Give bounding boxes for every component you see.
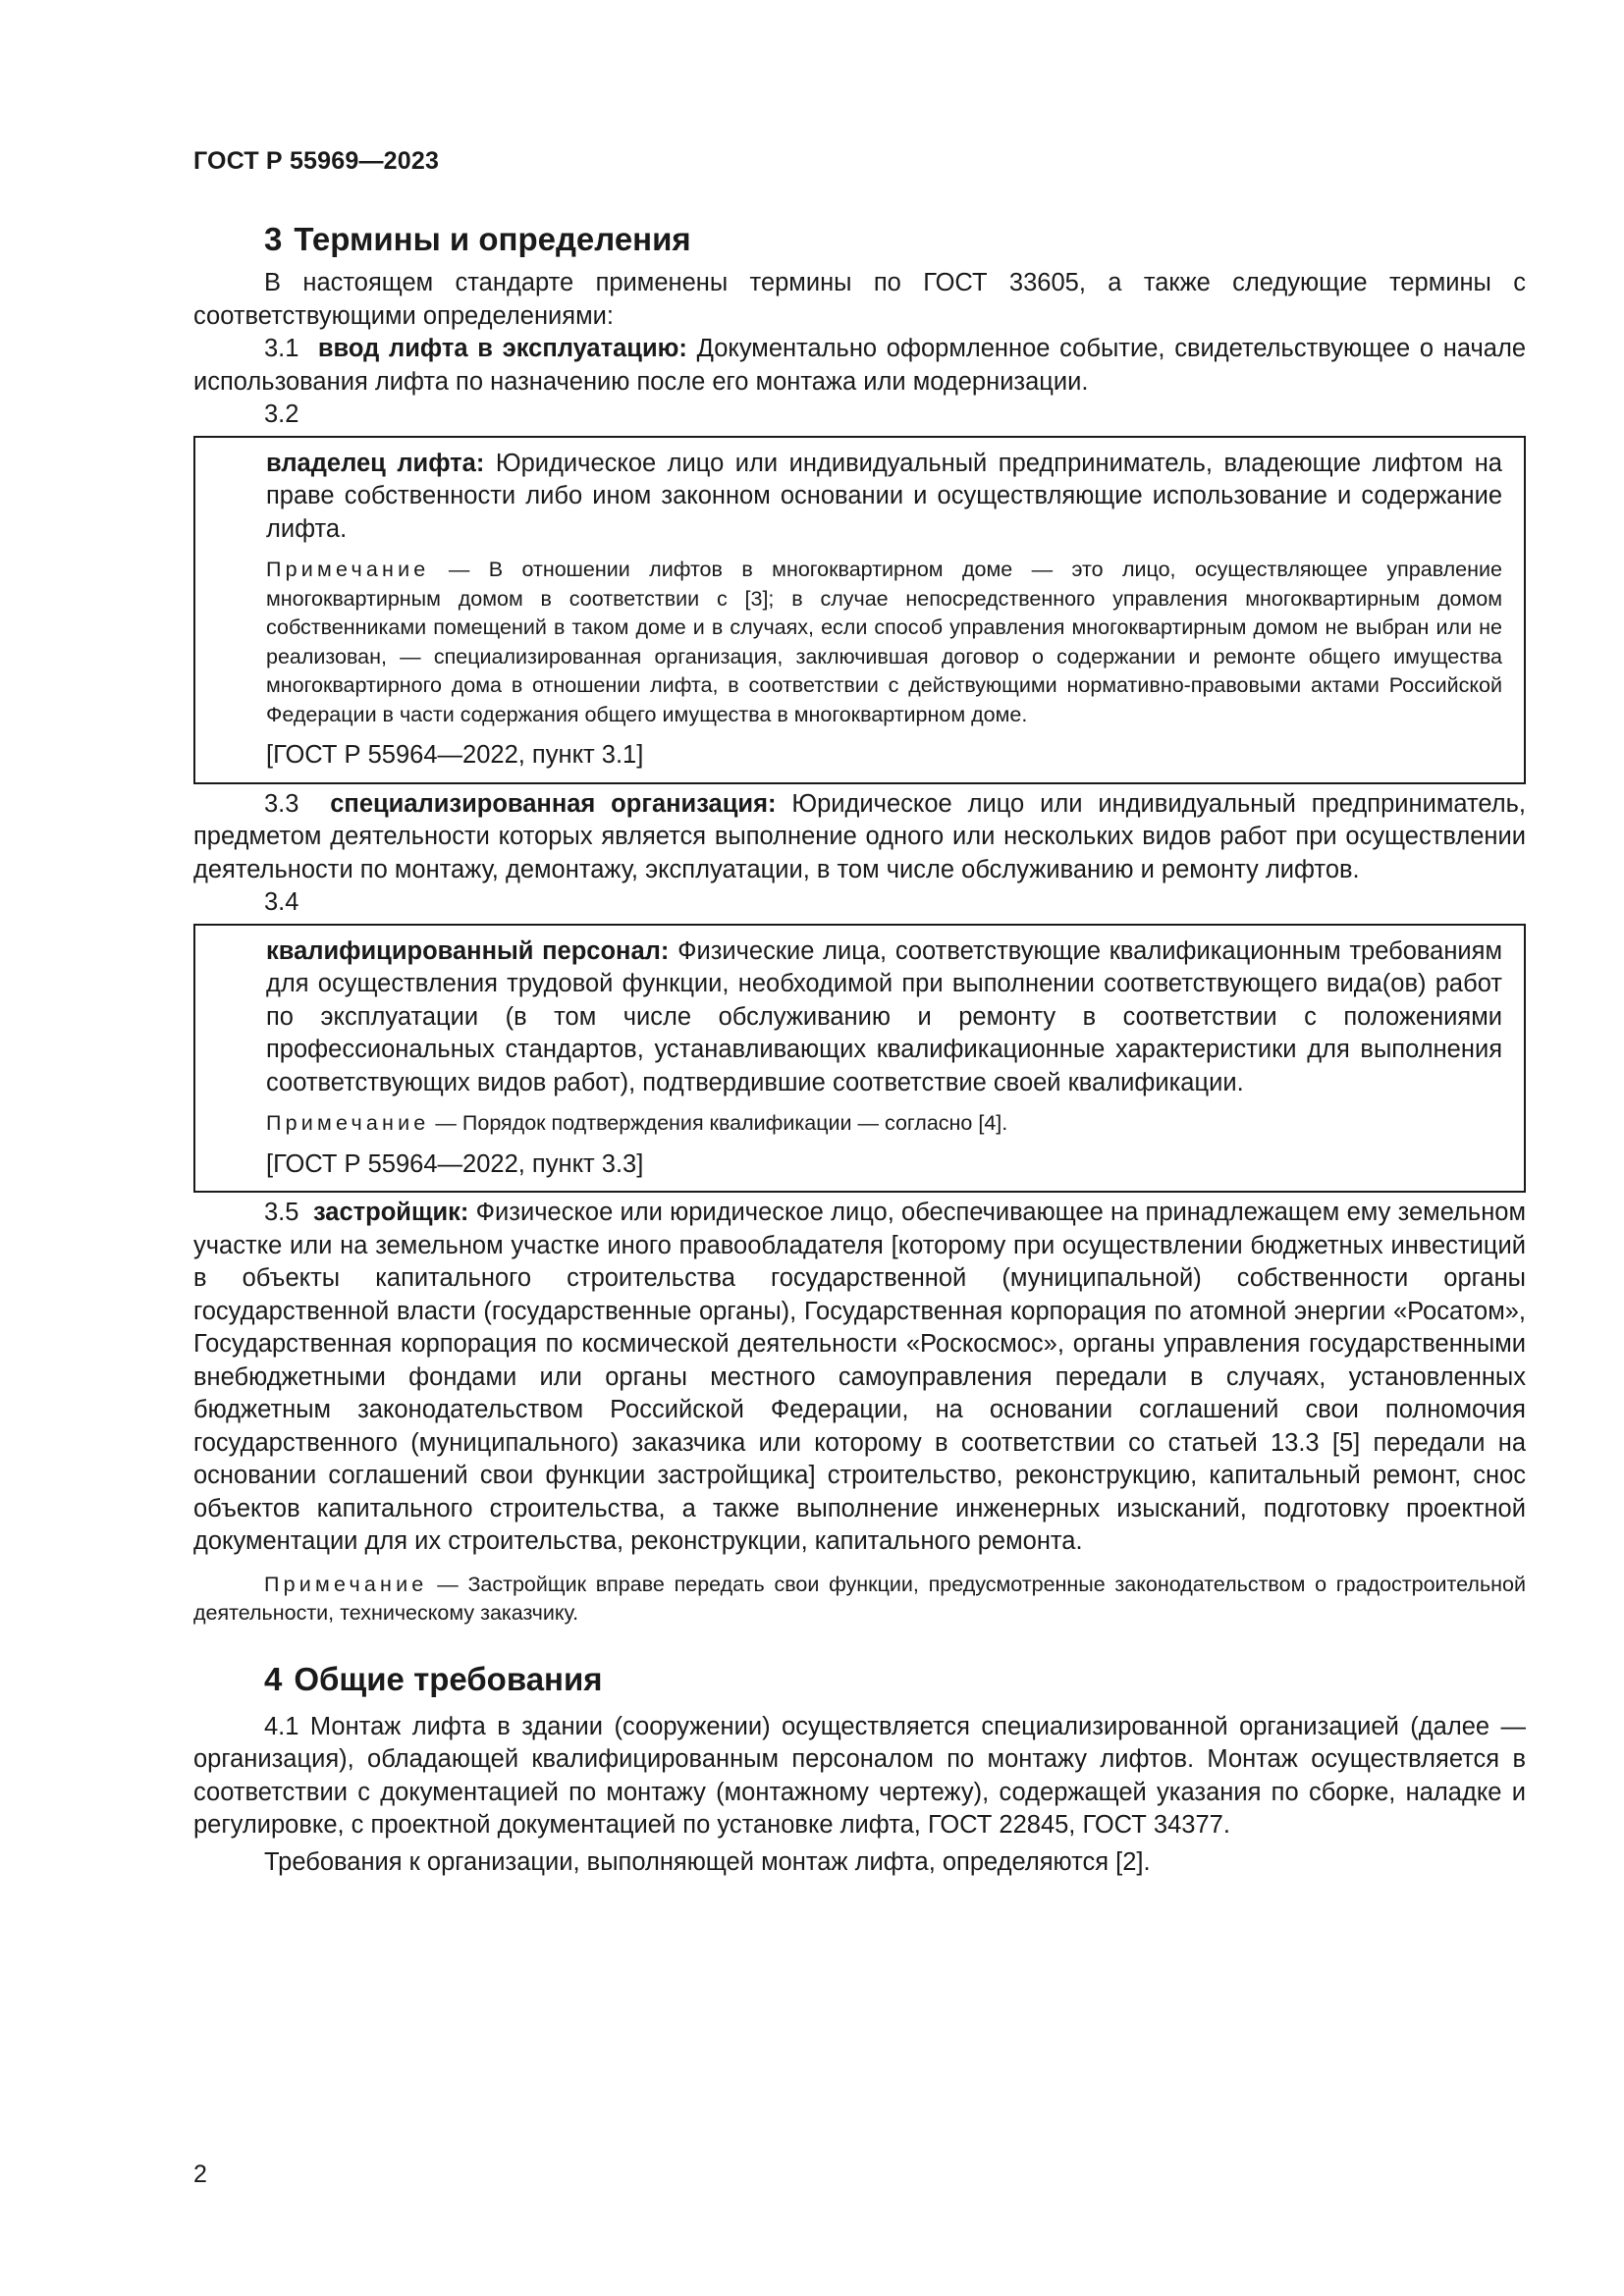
term-name: владелец лифта:: [266, 449, 485, 477]
section-3-intro: В настоящем стандарте применены термины по ГОСТ 33605, а также следующие термины с соответствующими определениями:: [193, 269, 1526, 330]
term-3-3: [193, 788, 1526, 887]
section-number: 3: [264, 221, 283, 257]
term-name: специализированная организация:: [330, 789, 777, 818]
term-number: 3.4: [264, 888, 299, 916]
term-3-4-source: [ГОСТ Р 55964—2022, пункт 3.3]: [266, 1149, 644, 1178]
note-text: В отношении лифтов в многоквартирном доме — это лицо, осуществляющее управление многоквартирным домом в соответствии с [3]; в случае непосредственного управления многоквартирным домом собственниками помещений в таком доме и в случаях, если способ управления многоквартирным домом не выбран или не реализован, — специализированная организация, заключившая договор о содержании и ремонте общего имущества многоквартирного дома в отношении лифта, в соответствии с действующими нормативно-правовыми актами Российской Федерации в части содержания общего имущества в многоквартирном доме.: [266, 558, 1502, 726]
paragraph-4-1-b: Требования к организации, выполняющей монтаж лифта, определяются [2].: [264, 1847, 1151, 1876]
term-definition: Физические лица, соответствующие квалификационным требованиям для осуществления трудовой функции, необходимой при выполнении соответствующего вида(ов) работ по эксплуатации (в том числе обслуживанию и ремонту в соответствии с положениями профессиональных стандартов, устанавливающих квалификационные характеристики для выполнения соответствующих видов работ), подтвердившие соответствие своей квалификации.: [266, 936, 1502, 1096]
term-3-4-note: Примечание — Порядок подтверждения квалификации — согласно [4].: [266, 1111, 1008, 1135]
term-3-1: [193, 333, 1526, 399]
term-number: 3.2: [264, 400, 299, 428]
term-definition: Документально оформленное событие, свидетельствующее о начале использования лифта по назначению после его монтажа или модернизации.: [193, 335, 1527, 396]
note-label: Примечание: [264, 1572, 428, 1596]
document-code: ГОСТ Р 55969—2023: [193, 147, 440, 175]
term-number: 3.1: [264, 335, 299, 362]
term-name: квалифицированный персонал:: [266, 936, 670, 965]
term-3-2-box: [193, 436, 1526, 784]
section-title: Общие требования: [294, 1660, 603, 1697]
note-text: Порядок подтверждения квалификации — согласно [4].: [461, 1111, 1008, 1135]
term-number: 3.5: [264, 1199, 299, 1226]
term-name: ввод лифта в эксплуатацию:: [317, 335, 687, 362]
section-title: Термины и определения: [294, 221, 691, 257]
term-definition: Юридическое лицо или индивидуальный предприниматель, предметом деятельности которых является выполнение одного или нескольких видов работ при осуществлении деятельности по монтажу, демонтажу, эксплуатации, в том числе обслуживанию и ремонту лифтов.: [193, 789, 1526, 883]
term-definition: Юридическое лицо или индивидуальный предприниматель, владеющие лифтом на праве собственности либо ином законном основании и осуществляющие использование и содержание лифта.: [266, 449, 1502, 543]
term-3-2-source: [ГОСТ Р 55964—2022, пункт 3.1]: [266, 741, 644, 769]
term-3-5: [193, 1197, 1526, 1559]
note-label: Примечание: [266, 558, 430, 581]
page-content: [193, 218, 1526, 1879]
term-3-2: [266, 448, 1502, 547]
section-4-heading: [193, 1658, 1526, 1701]
note-text: Застройщик вправе передать свои функции, предусмотренные законодательством о градостроительной деятельности, техническому заказчику.: [193, 1572, 1526, 1625]
section-3-heading: [193, 218, 1526, 261]
term-3-4: [266, 935, 1502, 1100]
term-3-2-note: Примечание — В отношении лифтов в многоквартирном доме — это лицо, осуществляющее управление многоквартирным домом в соответствии с [3]; в случае непосредственного управления многоквартирным домом собственниками помещений в таком доме и в случаях, если способ управления многоквартирным домом не выбран или не реализован, — специализированная организация, заключившая договор о содержании и ремонте общего имущества многоквартирного дома в отношении лифта, в соответствии с действующими нормативно-правовыми актами Российской Федерации в части содержания общего имущества в многоквартирном доме.: [266, 558, 1502, 726]
term-name: застройщик:: [312, 1199, 469, 1226]
term-3-5-note: Примечание — Застройщик вправе передать свои функции, предусмотренные законодательством о градостроительной деятельности, техническому заказчику.: [193, 1572, 1526, 1625]
note-label: Примечание: [266, 1111, 430, 1135]
term-3-4-box: [193, 924, 1526, 1194]
term-definition: Физическое или юридическое лицо, обеспечивающее на принадлежащем ему земельном участке или на земельном участке иного правообладателя [которому при осуществлении бюджетных инвестиций в объекты капитального строительства государственной (муниципальной) собственности органы государственной власти (государственные органы), Государственная корпорация по атомной энергии «Росатом», Государственная корпорация по космической деятельности «Роскосмос», органы управления государственными внебюджетными фондами или органы местного самоуправления передали в случаях, установленных бюджетным законодательством Российской Федерации, на основании соглашений свои полномочия государственного (муниципального) заказчика или которому в соответствии со статьей 13.3 [5] передали на основании соглашений свои функции застройщика] строительство, реконструкцию, капитальный ремонт, снос объектов капитального строительства, а также выполнение инженерных изысканий, подготовку проектной документации для их строительства, реконструкции, капитального ремонта.: [193, 1199, 1526, 1555]
paragraph-4-1: 4.1 Монтаж лифта в здании (сооружении) осуществляется специализированной организацией (далее — организация), обладающей квалифицированным персоналом по монтажу лифтов. Монтаж осуществляется в соответствии с документацией по монтажу (монтажному чертежу), содержащей указания по сборке, наладке и регулировке, с проектной документацией по установке лифта, ГОСТ 22845, ГОСТ 34377.: [193, 1712, 1526, 1839]
term-number: 3.3: [264, 789, 299, 818]
page-number: 2: [193, 2161, 207, 2188]
section-number: 4: [264, 1660, 283, 1697]
